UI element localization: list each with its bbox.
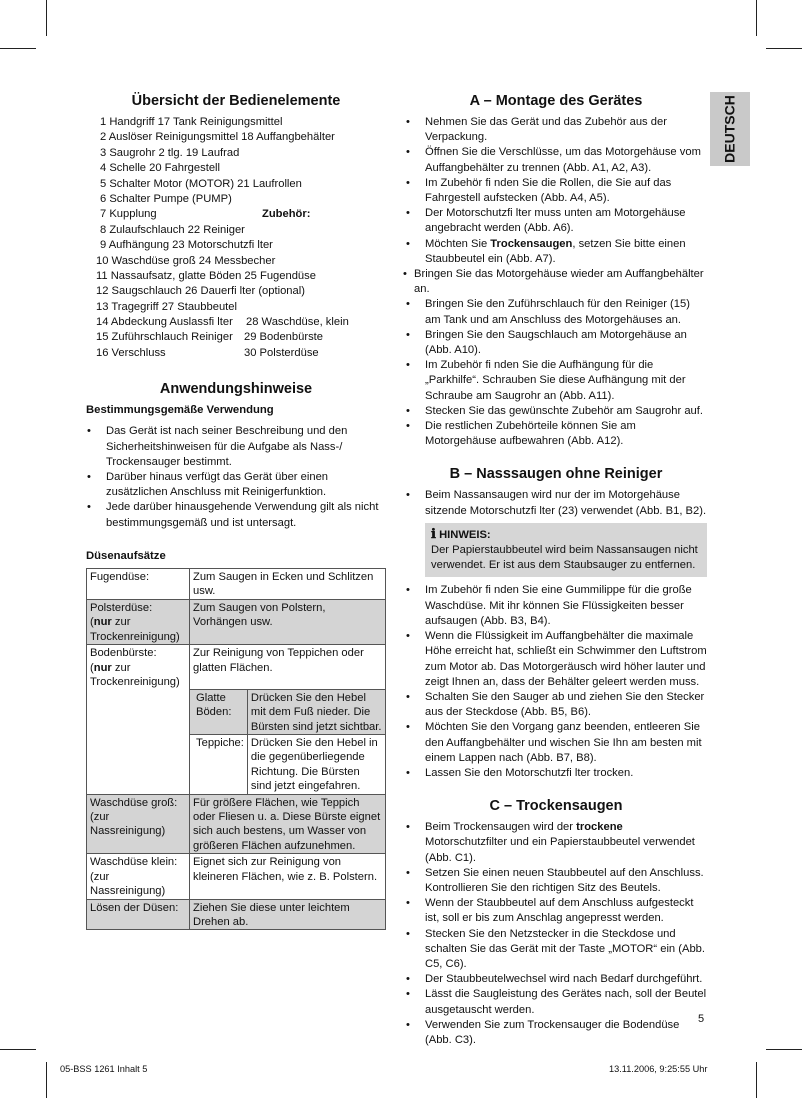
section-c-list xyxy=(405,820,707,1048)
table-cell: Drücken Sie den Hebel mit dem Fuß nieder. Die Bürsten sind jetzt sichtbar. xyxy=(247,689,385,734)
list-item-row xyxy=(86,315,386,330)
footer-right: 13.11.2006, 9:25:55 Uhr xyxy=(609,1064,708,1074)
list-item: 16 Verschluss xyxy=(96,346,166,359)
usage-title: Anwendungshinweise xyxy=(159,381,313,398)
list-item: 13 Tragegriff 27 Staubbeutel xyxy=(96,300,237,313)
table-cell: Glatte Böden: xyxy=(190,689,248,734)
list-item: • Der Motorschutzfi lter muss unten am Motorgehäuse angebracht werden (Abb. A6). xyxy=(406,207,686,235)
list-item: • Lassen Sie den Motorschutzfi lter trocken. xyxy=(406,766,634,779)
table-row xyxy=(87,689,386,734)
note-text: Der Papierstaubbeutel wird beim Nassansaugen nicht verwendet. Er ist aus dem Staubsauger zu entfernen. xyxy=(431,544,698,572)
crop-mark xyxy=(0,1049,36,1050)
crop-mark xyxy=(766,1049,802,1050)
list-item: 30 Polsterdüse xyxy=(244,346,319,359)
table-cell: Drücken Sie den Hebel in die gegenüberliegende Richtung. Die Bürsten sind jetzt eingefahren. xyxy=(247,735,385,795)
list-item: 6 Schalter Pumpe (PUMP) xyxy=(100,192,232,205)
info-icon: ℹ xyxy=(431,526,436,542)
overview-title: Übersicht der Bedienelemente xyxy=(131,93,341,109)
table-cell: Zur Reinigung von Teppichen oder glatten Flächen. xyxy=(190,645,386,690)
table-cell: Bodenbürste: (nur zur Trockenreinigung) xyxy=(87,645,190,690)
list-item: 3 Saugrohr 2 tlg. 19 Laufrad xyxy=(100,146,240,159)
table-cell: Lösen der Düsen: xyxy=(87,899,190,930)
list-item: • Öffnen Sie die Verschlüsse, um das Motorgehäuse vom Auffangbehälter zu trennen (Abb. A1, A2, A3). xyxy=(406,146,701,174)
list-item-row xyxy=(86,207,386,222)
table-row xyxy=(87,599,386,644)
list-item: 29 Bodenbürste xyxy=(244,331,323,344)
list-item: • Bringen Sie den Zuführschlauch für den Reiniger (15) am Tank und am Anschluss des Motorgehäuses an. xyxy=(406,298,690,326)
table-cell: Waschdüse klein: (zur Nassreinigung) xyxy=(87,854,190,899)
list-item: • Bringen Sie den Saugschlauch am Motorgehäuse an (Abb. A10). xyxy=(406,328,687,357)
crop-mark xyxy=(756,1062,757,1098)
crop-mark xyxy=(0,48,36,49)
section-b-list xyxy=(405,488,707,518)
list-item: 10 Waschdüse groß 24 Messbecher xyxy=(96,254,276,267)
list-item: • Bringen Sie das Motorgehäuse wieder am Auffangbehälter an. xyxy=(403,268,704,296)
list-item: • Das Gerät ist nach seiner Beschreibung und den Sicherheitshinweisen für die Aufgabe als Nass-/ Trockensauger bestimmt. xyxy=(87,425,348,468)
table-cell: Teppiche: xyxy=(190,735,248,795)
list-item: • Setzen Sie einen neuen Staubbeutel auf den Anschluss. Kontrollieren Sie den richtigen Sitz des Beutels. xyxy=(406,866,704,894)
nozzles-table xyxy=(86,568,386,930)
accessories-label: Zubehör: xyxy=(262,208,311,221)
section-b-title: B – Nasssaugen ohne Reiniger xyxy=(449,466,663,483)
list-item: • Im Zubehör fi nden Sie eine Gummilippe für die große Waschdüse. Mit ihr können Sie Flüssigkeiten besser aufsaugen (Abb. B3, B4). xyxy=(406,584,692,627)
list-item: • Stecken Sie das gewünschte Zubehör am Saugrohr auf. xyxy=(406,404,703,417)
list-item: 15 Zuführschlauch Reiniger xyxy=(96,331,233,344)
usage-list xyxy=(86,424,386,530)
list-item: • Schalten Sie den Sauger ab und ziehen Sie den Stecker aus der Steckdose (Abb. B5, B6). xyxy=(406,690,705,719)
section-a-title: A – Montage des Gerätes xyxy=(469,93,643,109)
section-c-title: C – Trockensaugen xyxy=(489,798,623,815)
usage-subtitle: Bestimmungsgemäße Verwendung xyxy=(86,404,274,417)
table-row xyxy=(87,569,386,600)
list-item: 2 Auslöser Reinigungsmittel 18 Auffangbehälter xyxy=(100,131,335,144)
list-item: • Der Staubbeutelwechsel wird nach Bedarf durchgeführt. xyxy=(406,973,703,986)
table-cell: Zum Saugen in Ecken und Schlitzen usw. xyxy=(190,569,386,600)
list-item: • Beim Trockensaugen wird der trockene Motorschutzfilter und ein Papierstaubbeutel verwendet (Abb. C1). xyxy=(406,821,695,864)
list-item: 14 Abdeckung Auslassfi lter xyxy=(96,316,233,329)
table-cell xyxy=(87,689,190,794)
list-item: • Im Zubehör fi nden Sie die Aufhängung für die „Parkhilfe“. Schrauben Sie diese Aufhängung mit der Schraube am Saugrohr an (Abb. A11). xyxy=(406,359,686,402)
list-item: • Wenn der Staubbeutel auf dem Anschluss aufgesteckt ist, soll er bis zum Anschlag angepresst werden. xyxy=(406,897,694,925)
crop-mark xyxy=(756,0,757,36)
list-item: • Verwenden Sie zum Trockensauger die Bodendüse (Abb. C3). xyxy=(406,1018,680,1046)
language-tab: DEUTSCH xyxy=(710,92,750,166)
note-box xyxy=(425,523,707,578)
list-item: 7 Kupplung xyxy=(100,208,157,221)
table-cell: Eignet sich zur Reinigung von kleineren Flächen, wie z. B. Polstern. xyxy=(190,854,386,899)
list-item: 12 Saugschlauch 26 Dauerfi lter (optional) xyxy=(96,285,305,298)
note-title: ℹ HINWEIS: xyxy=(431,526,491,542)
page-number: 5 xyxy=(698,1013,705,1025)
table-row xyxy=(87,794,386,854)
list-item: • Darüber hinaus verfügt das Gerät über einen zusätzlichen Anschluss mit Reinigerfunktion. xyxy=(87,471,329,499)
list-item: • Stecken Sie den Netzstecker in die Steckdose und schalten Sie das Gerät mit der Taste „MOTOR“ ein (Abb. C5, C6). xyxy=(406,927,706,970)
list-item: • Beim Nassansaugen wird nur der im Motorgehäuse sitzende Motorschutzfi lter (23) verwendet (Abb. B1, B2). xyxy=(406,489,707,517)
table-cell: Ziehen Sie diese unter leichtem Drehen ab. xyxy=(190,899,386,930)
list-item: 28 Waschdüse, klein xyxy=(246,316,349,329)
list-item: • Wenn die Flüssigkeit im Auffangbehälter die maximale Höhe erreicht hat, schließt ein Schwimmer den Luftstrom zum Motor ab. Das Motorgeräusch wird höher lauter und zeigt Ihnen an, dass der Behälter geleert werden muss. xyxy=(406,630,707,688)
table-row xyxy=(87,899,386,930)
list-item: 9 Aufhängung 23 Motorschutzfi lter xyxy=(100,239,273,252)
table-row xyxy=(87,854,386,899)
crop-mark xyxy=(46,0,47,36)
section-a-list xyxy=(405,115,707,449)
list-item-row xyxy=(86,330,386,345)
list-item: 1 Handgriff 17 Tank Reinigungsmittel xyxy=(100,116,283,128)
list-item: • Möchten Sie Trockensaugen, setzen Sie bitte einen Staubbeutel ein (Abb. A7). xyxy=(406,237,686,265)
nozzles-title: Düsenaufsätze xyxy=(86,549,166,562)
list-item: • Im Zubehör fi nden Sie die Rollen, die Sie auf das Fahrgestell aufstecken (Abb. A4, A5). xyxy=(406,176,672,205)
table-cell: Zum Saugen von Polstern, Vorhängen usw. xyxy=(190,599,386,644)
crop-mark xyxy=(46,1062,47,1098)
table-row xyxy=(87,645,386,690)
footer-left: 05-BSS 1261 Inhalt 5 xyxy=(60,1064,148,1074)
list-item: 8 Zulaufschlauch 22 Reiniger xyxy=(100,223,245,236)
list-item-row xyxy=(86,346,386,361)
list-item: • Lässt die Saugleistung des Gerätes nach, soll der Beutel ausgetauscht werden. xyxy=(406,988,707,1016)
list-item: • Möchten Sie den Vorgang ganz beenden, entleeren Sie den Auffangbehälter und wischen Sie Ihn am besten mit einem Lappen nach (Abb. B7, B8). xyxy=(406,721,702,764)
right-column xyxy=(405,92,707,1048)
list-item: 4 Schelle 20 Fahrgestell xyxy=(100,162,221,175)
list-item: 11 Nassaufsatz, glatte Böden 25 Fugendüse xyxy=(96,269,316,282)
section-b-list-2 xyxy=(405,583,707,781)
overview-list xyxy=(86,115,386,361)
table-cell: Für größere Flächen, wie Teppich oder Fliesen u. a. Diese Bürste eignet sich auch bestens, um Wasser von größeren Flächen aufzunehmen. xyxy=(190,794,386,854)
list-item: • Die restlichen Zubehörteile können Sie am Motorgehäuse aufbewahren (Abb. A12). xyxy=(406,420,636,448)
table-cell: Fugendüse: xyxy=(87,569,190,600)
crop-mark xyxy=(766,48,802,49)
list-item: • Nehmen Sie das Gerät und das Zubehör aus der Verpackung. xyxy=(406,116,667,144)
table-cell: Waschdüse groß: (zur Nassreinigung) xyxy=(87,794,190,854)
left-column xyxy=(86,92,386,930)
list-item: • Jede darüber hinausgehende Verwendung gilt als nicht bestimmungsgemäß und ist untersagt. xyxy=(87,501,379,529)
table-cell: Polsterdüse: (nur zur Trockenreinigung) xyxy=(87,599,190,644)
list-item: 5 Schalter Motor (MOTOR) 21 Laufrollen xyxy=(100,177,302,190)
